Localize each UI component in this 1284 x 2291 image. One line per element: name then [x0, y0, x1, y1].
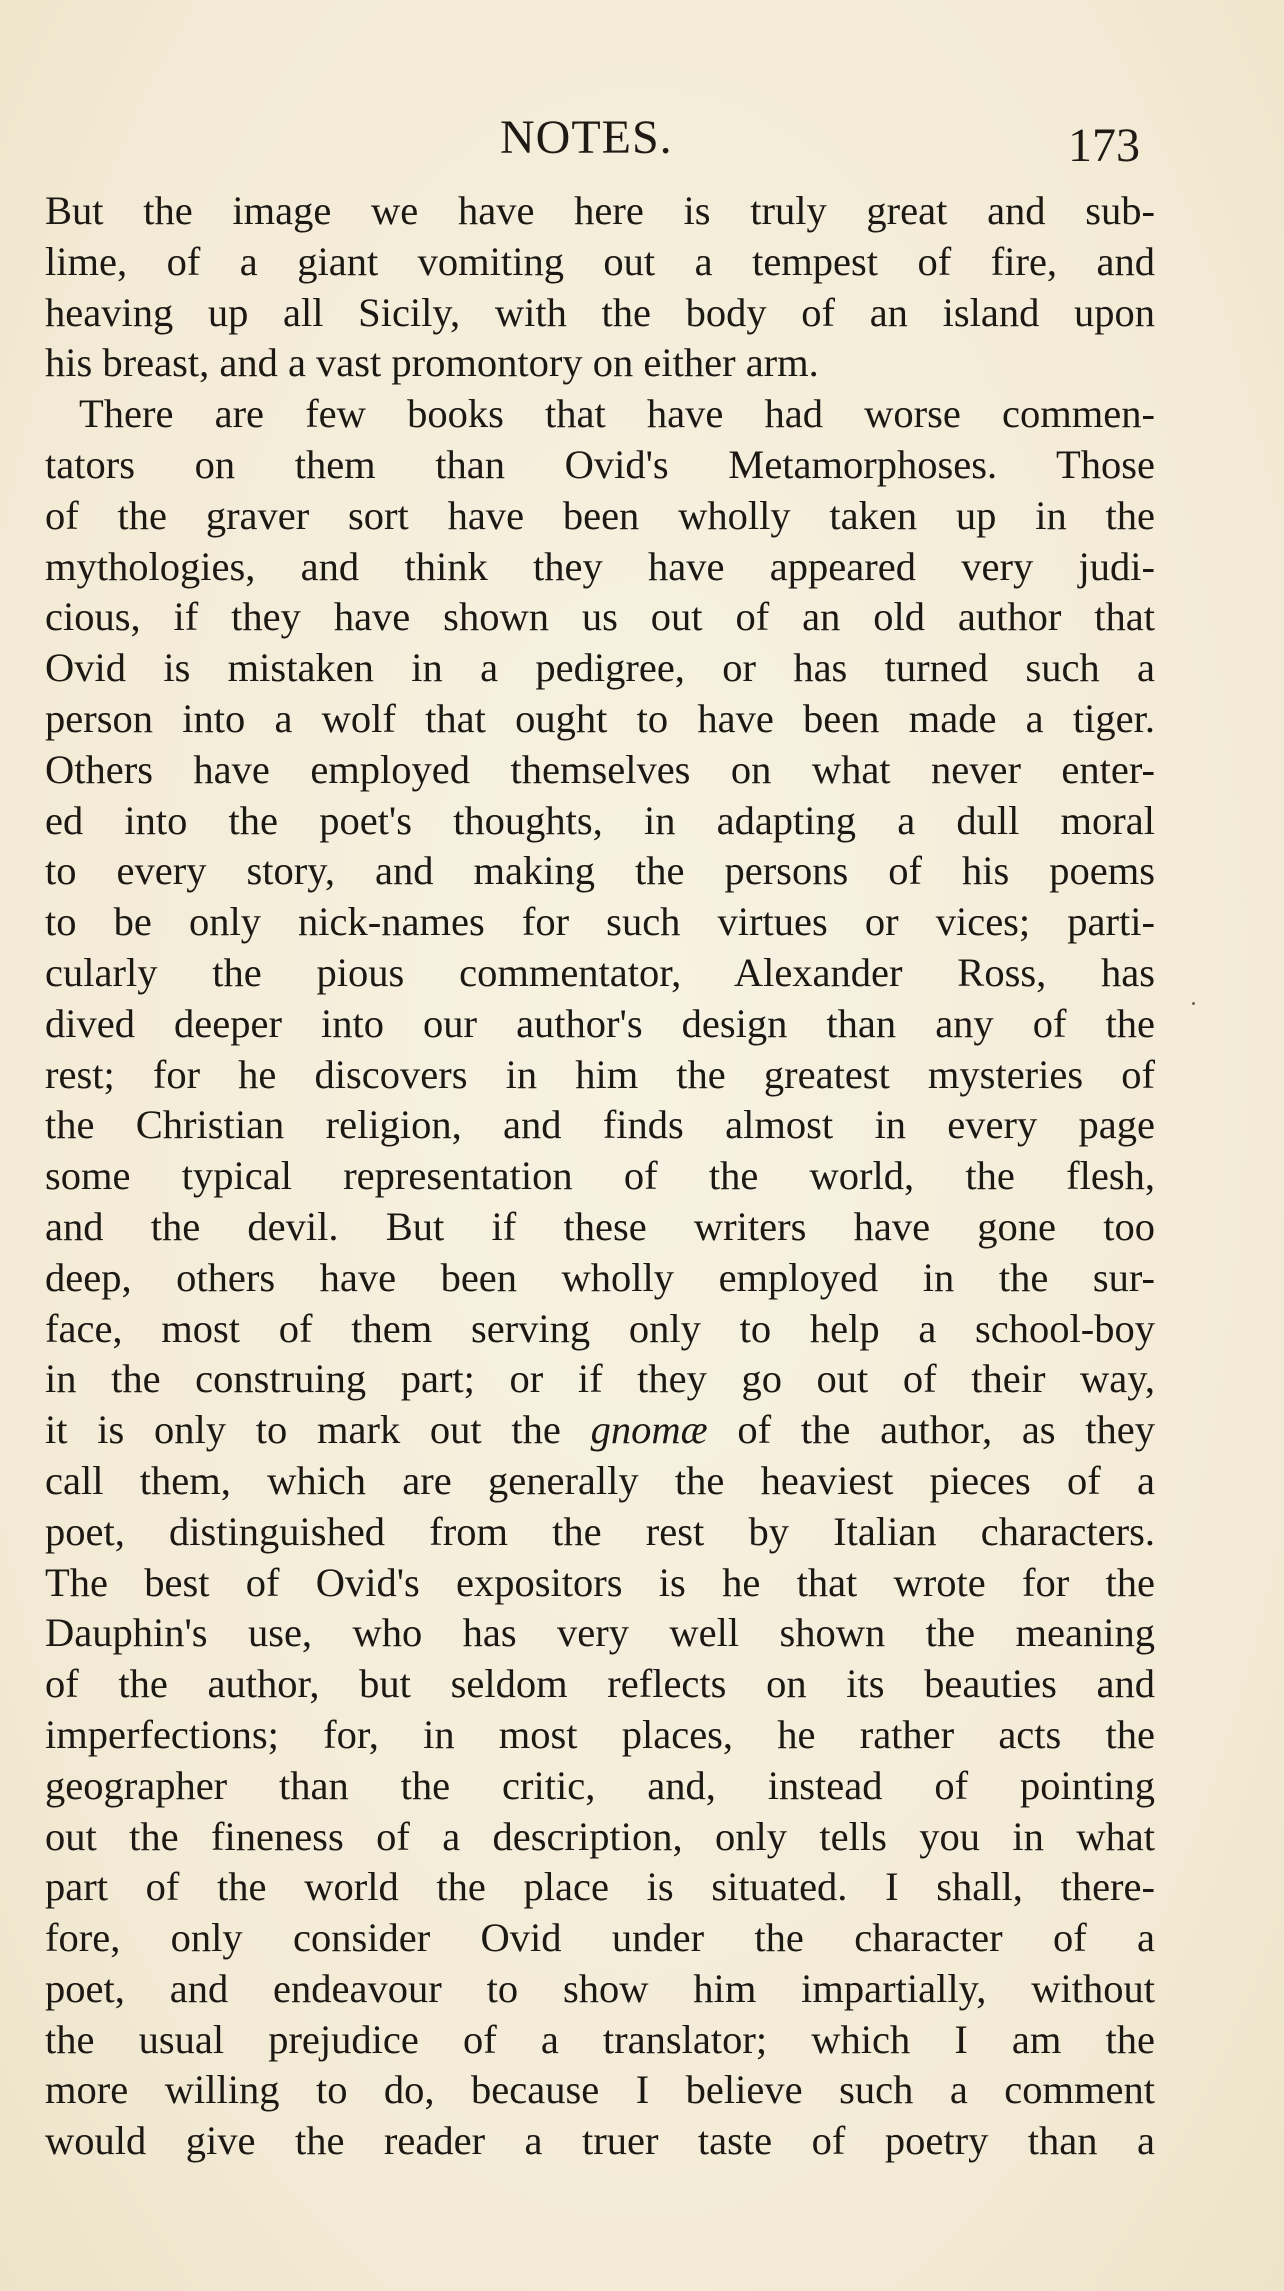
- text-line: out the fineness of a description, only tells you in what: [45, 1813, 1155, 1859]
- text-line: of the graver sort have been wholly taken up in the: [45, 492, 1155, 538]
- text-line: Dauphin's use, who has very well shown the meaning: [45, 1610, 1155, 1656]
- text-line: mythologies, and think they have appeared very judi-: [45, 543, 1155, 589]
- text-line: more willing to do, because I believe such a comment: [45, 2067, 1155, 2113]
- text-line: But the image we have here is truly great and sub-: [45, 188, 1155, 233]
- text-line-with-italic: [45, 1405, 1155, 1456]
- text-line: lime, of a giant vomiting out a tempest of fire, and: [45, 238, 1155, 284]
- text-line: in the construing part; or if they go out of their way,: [45, 1356, 1155, 1402]
- italic-term: gnomæ: [590, 1407, 708, 1453]
- page-header: [0, 110, 1284, 170]
- text-line: ed into the poet's thoughts, in adapting a dull moral: [45, 797, 1155, 843]
- text-line: of the author, but seldom reflects on its beauties and: [45, 1661, 1155, 1707]
- body-text: [45, 186, 1155, 2167]
- text-segment: it is only to mark out the: [45, 1407, 561, 1453]
- text-line: the Christian religion, and finds almost in every page: [45, 1102, 1155, 1148]
- text-line: poet, and endeavour to show him impartially, without: [45, 1965, 1155, 2011]
- text-line: some typical representation of the world, the flesh,: [45, 1153, 1155, 1199]
- text-line: to be only nick-names for such virtues or vices; parti-: [45, 899, 1155, 945]
- text-line: to every story, and making the persons of his poems: [45, 848, 1155, 894]
- text-line: poet, distinguished from the rest by Italian characters.: [45, 1508, 1155, 1554]
- text-line: call them, which are generally the heaviest pieces of a: [45, 1457, 1155, 1503]
- paragraph-first-line: There are few books that have had worse commen-: [79, 391, 1155, 437]
- text-line: deep, others have been wholly employed in the sur-: [45, 1254, 1155, 1300]
- text-segment: of the author, as they: [737, 1407, 1156, 1453]
- text-line: dived deeper into our author's design than any of the: [45, 1000, 1155, 1046]
- paper-fleck: [1192, 1002, 1195, 1005]
- text-line: Others have employed themselves on what never enter-: [45, 746, 1155, 792]
- text-line: part of the world the place is situated. I shall, there-: [45, 1864, 1155, 1910]
- text-line: Ovid is mistaken in a pedigree, or has turned such a: [45, 645, 1155, 691]
- text-line: cious, if they have shown us out of an old author that: [45, 594, 1155, 640]
- text-line: and the devil. But if these writers have gone too: [45, 1203, 1155, 1249]
- text-line: The best of Ovid's expositors is he that wrote for the: [45, 1559, 1155, 1605]
- text-line: cularly the pious commentator, Alexander Ross, has: [45, 949, 1155, 995]
- text-line: his breast, and a vast promontory on either arm.: [45, 340, 819, 386]
- text-line: tators on them than Ovid's Metamorphoses. Those: [45, 441, 1155, 487]
- text-line: person into a wolf that ought to have been made a tiger.: [45, 695, 1155, 741]
- text-line: imperfections; for, in most places, he rather acts the: [45, 1711, 1155, 1757]
- text-line: face, most of them serving only to help a school-boy: [45, 1305, 1155, 1351]
- page-number: 173: [1068, 119, 1140, 172]
- running-head: NOTES.: [500, 111, 673, 164]
- text-line: fore, only consider Ovid under the character of a: [45, 1915, 1155, 1961]
- text-line: heaving up all Sicily, with the body of an island upon: [45, 289, 1155, 335]
- text-line: would give the reader a truer taste of poetry than a: [45, 2118, 1155, 2164]
- text-line: geographer than the critic, and, instead of pointing: [45, 1762, 1155, 1808]
- text-line: rest; for he discovers in him the greatest mysteries of: [45, 1051, 1155, 1097]
- text-line: the usual prejudice of a translator; which I am the: [45, 2016, 1155, 2062]
